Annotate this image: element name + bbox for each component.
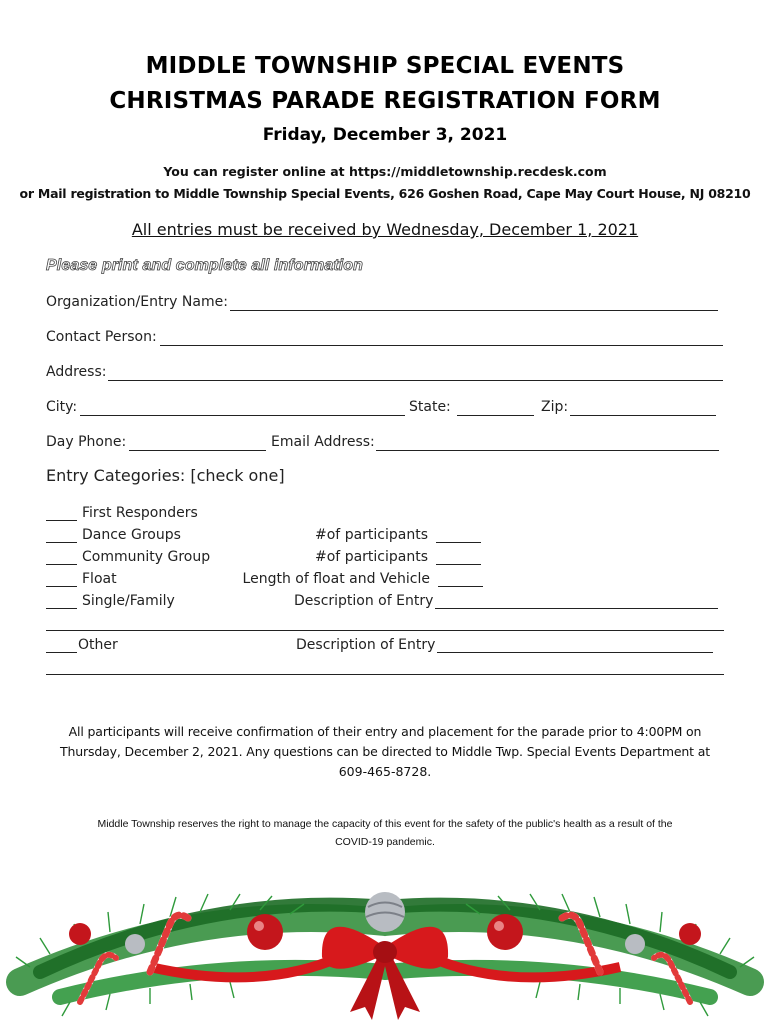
red-ornament-far-left — [69, 923, 91, 945]
city-label: City: — [46, 399, 78, 415]
state-field[interactable] — [457, 415, 534, 416]
community-participants-label: #of participants — [315, 549, 428, 565]
confirmation-note-line2: Thursday, December 2, 2021. Any questions can be directed to Middle Twp. Special Events Department at — [59, 744, 710, 759]
float-length-field[interactable] — [438, 586, 483, 587]
dance-participants-label: #of participants — [315, 527, 428, 543]
state-label: State: — [409, 399, 451, 415]
contact-person-field[interactable] — [160, 345, 723, 346]
category-float: Float — [82, 571, 117, 587]
city-field[interactable] — [80, 415, 405, 416]
print-instruction: Please print and complete all information — [46, 257, 364, 274]
dance-participants-field[interactable] — [436, 542, 481, 543]
single-family-description-label: Description of Entry — [294, 593, 434, 609]
red-ornament-left — [247, 914, 283, 950]
email-field[interactable] — [376, 450, 719, 451]
covid-note-line2: COVID-19 pandemic. — [335, 836, 435, 848]
checkbox-other[interactable] — [46, 652, 77, 653]
checkbox-single-family[interactable] — [46, 608, 77, 609]
category-other: Other — [78, 637, 118, 653]
checkbox-float[interactable] — [46, 586, 77, 587]
email-label: Email Address: — [271, 434, 375, 450]
address-field[interactable] — [108, 380, 723, 381]
day-phone-label: Day Phone: — [46, 434, 127, 450]
mail-registration-text: or Mail registration to Middle Township Special Events, 626 Goshen Road, Cape May Court House, NJ 08210 — [19, 186, 751, 201]
category-first-responders: First Responders — [82, 505, 198, 521]
address-label: Address: — [46, 364, 107, 380]
day-phone-field[interactable] — [129, 450, 266, 451]
form-title-line2: CHRISTMAS PARADE REGISTRATION FORM — [109, 88, 661, 114]
contact-person-label: Contact Person: — [46, 329, 157, 345]
checkbox-first-responders[interactable] — [46, 520, 77, 521]
other-description-field-line2[interactable] — [46, 674, 724, 675]
single-family-description-field-line2[interactable] — [46, 630, 724, 631]
confirmation-note-line1: All participants will receive confirmation of their entry and placement for the parade prior to 4:00PM on — [68, 724, 702, 739]
confirmation-note-line3: 609-465-8728. — [338, 764, 432, 779]
silver-ornament-right — [625, 934, 645, 954]
other-description-field[interactable] — [437, 652, 713, 653]
red-ornament-far-right — [679, 923, 701, 945]
entry-categories-heading: Entry Categories: [check one] — [46, 466, 285, 485]
form-title-line1: MIDDLE TOWNSHIP SPECIAL EVENTS — [145, 53, 625, 79]
community-participants-field[interactable] — [436, 564, 481, 565]
covid-note-line1: Middle Township reserves the right to manage the capacity of this event for the safety of the public's health as a result of the — [97, 818, 673, 830]
entry-deadline: All entries must be received by Wednesday, December 1, 2021 — [131, 220, 639, 239]
checkbox-community-group[interactable] — [46, 564, 77, 565]
other-description-label: Description of Entry — [296, 637, 436, 653]
organization-field[interactable] — [230, 310, 718, 311]
event-date: Friday, December 3, 2021 — [262, 125, 508, 145]
zip-field[interactable] — [570, 415, 716, 416]
register-online-text: You can register online at https://middletownship.recdesk.com — [163, 164, 607, 179]
category-single-family: Single/Family — [82, 593, 175, 609]
organization-label: Organization/Entry Name: — [46, 294, 228, 310]
single-family-description-field[interactable] — [435, 608, 718, 609]
category-dance-groups: Dance Groups — [82, 527, 181, 543]
christmas-garland-illustration — [0, 862, 770, 1024]
float-length-label: Length of float and Vehicle — [242, 571, 430, 587]
checkbox-dance-groups[interactable] — [46, 542, 77, 543]
red-ornament-right — [487, 914, 523, 950]
zip-label: Zip: — [541, 399, 569, 415]
category-community-group: Community Group — [82, 549, 211, 565]
silver-ornament-left — [125, 934, 145, 954]
